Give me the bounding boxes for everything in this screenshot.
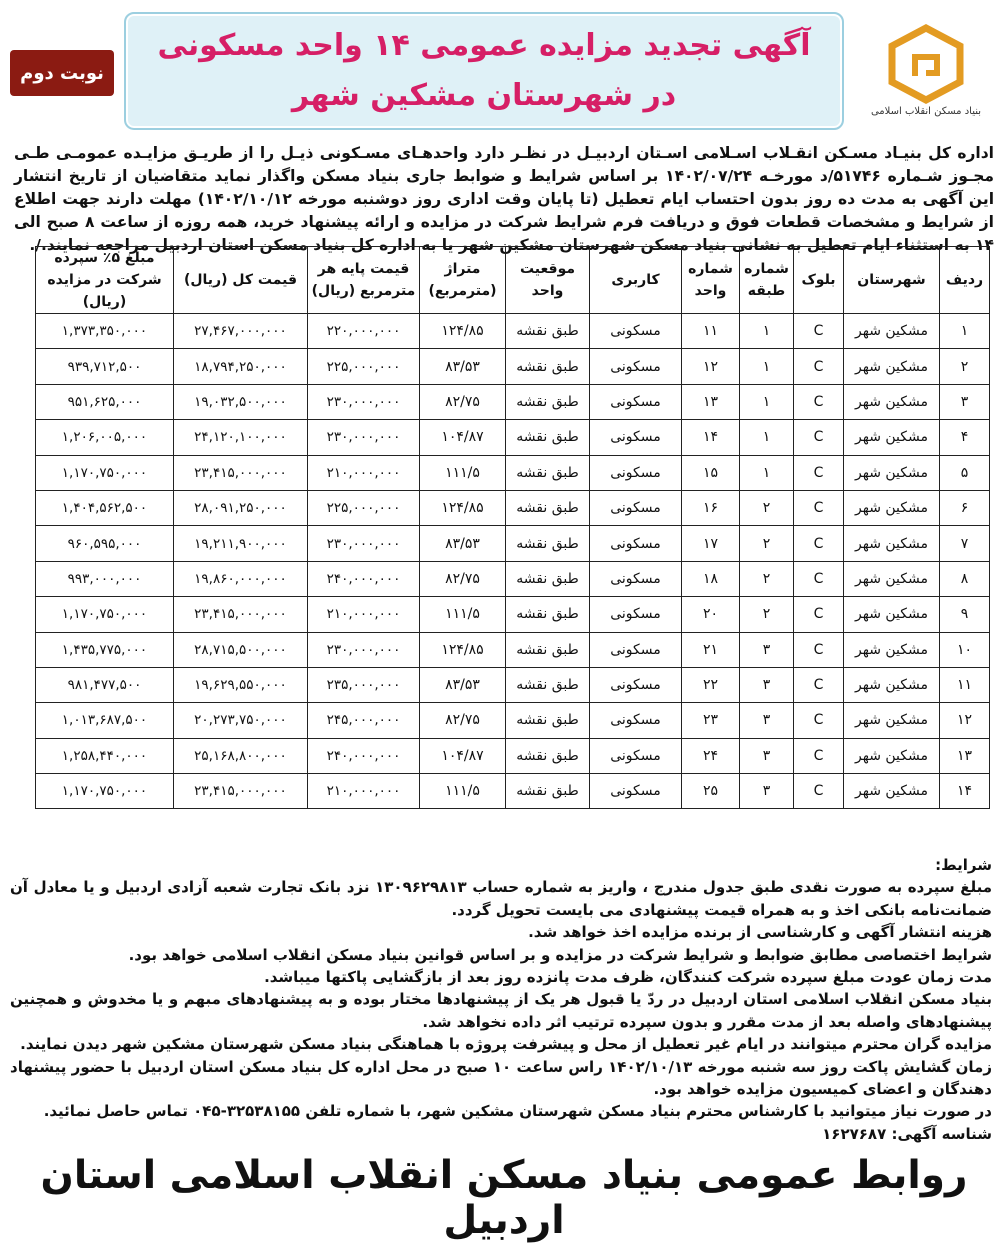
table-cell: ۲۲۵,۰۰۰,۰۰۰ bbox=[308, 490, 420, 525]
table-cell: ۳ bbox=[740, 667, 794, 702]
table-cell: مسکونی bbox=[590, 490, 682, 525]
table-cell: ۸۲/۷۵ bbox=[420, 561, 506, 596]
table-cell: C bbox=[794, 314, 844, 349]
condition-item: شرایط اختصاصی مطابق ضوابط و شرایط شرکت در مزایده و بر اساس قوانین بنیاد مسکن انقلاب اسلامی خواهد بود. bbox=[128, 945, 992, 964]
conditions-heading: شرایط: bbox=[935, 856, 992, 874]
table-cell: ۷ bbox=[940, 526, 990, 561]
table-cell: C bbox=[794, 384, 844, 419]
table-cell: طبق نقشه bbox=[506, 349, 590, 384]
table-cell: ۲ bbox=[740, 597, 794, 632]
column-header: شماره واحد bbox=[682, 247, 740, 314]
footer-signature: روابط عمومی بنیاد مسکن انقلاب اسلامی استان اردبیل bbox=[40, 1153, 968, 1243]
column-header: بلوک bbox=[794, 247, 844, 314]
column-header: ردیف bbox=[940, 247, 990, 314]
table-cell: ۱۶ bbox=[682, 490, 740, 525]
table-cell: ۵ bbox=[940, 455, 990, 490]
table-cell: ۱,۲۵۸,۴۴۰,۰۰۰ bbox=[36, 738, 174, 773]
table-cell: C bbox=[794, 455, 844, 490]
table-cell: ۱۹,۲۱۱,۹۰۰,۰۰۰ bbox=[174, 526, 308, 561]
table-cell: مسکونی bbox=[590, 738, 682, 773]
table-cell: طبق نقشه bbox=[506, 667, 590, 702]
table-cell: ۳ bbox=[940, 384, 990, 419]
column-header: شماره طبقه bbox=[740, 247, 794, 314]
table-cell: مشکین شهر bbox=[844, 632, 940, 667]
table-cell: ۲۱۰,۰۰۰,۰۰۰ bbox=[308, 455, 420, 490]
table-cell: C bbox=[794, 738, 844, 773]
table-cell: ۱,۳۷۳,۳۵۰,۰۰۰ bbox=[36, 314, 174, 349]
table-row bbox=[36, 703, 990, 738]
table-cell: ۸ bbox=[940, 561, 990, 596]
table-cell: ۱,۰۱۳,۶۸۷,۵۰۰ bbox=[36, 703, 174, 738]
table-cell: طبق نقشه bbox=[506, 455, 590, 490]
table-row bbox=[36, 526, 990, 561]
table-cell: ۳ bbox=[740, 774, 794, 809]
table-cell: C bbox=[794, 632, 844, 667]
table-cell: ۲۳ bbox=[682, 703, 740, 738]
table-cell: مشکین شهر bbox=[844, 774, 940, 809]
table-cell: ۳ bbox=[740, 632, 794, 667]
table-cell: طبق نقشه bbox=[506, 632, 590, 667]
table-cell: ۱۵ bbox=[682, 455, 740, 490]
table-cell: ۲۴ bbox=[682, 738, 740, 773]
table-cell: مشکین شهر bbox=[844, 561, 940, 596]
table-cell: ۹۸۱,۴۷۷,۵۰۰ bbox=[36, 667, 174, 702]
table-cell: ۲۳,۴۱۵,۰۰۰,۰۰۰ bbox=[174, 597, 308, 632]
table-cell: ۱۰ bbox=[940, 632, 990, 667]
table-cell: طبق نقشه bbox=[506, 384, 590, 419]
table-cell: C bbox=[794, 774, 844, 809]
table-cell: ۲۳,۴۱۵,۰۰۰,۰۰۰ bbox=[174, 455, 308, 490]
table-cell: ۱۱۱/۵ bbox=[420, 455, 506, 490]
column-header: متراژ (مترمربع) bbox=[420, 247, 506, 314]
table-cell: ۱۴ bbox=[940, 774, 990, 809]
table-cell: ۱۷ bbox=[682, 526, 740, 561]
table-row bbox=[36, 632, 990, 667]
table-cell: ۸۳/۵۳ bbox=[420, 667, 506, 702]
table-cell: ۲۲۰,۰۰۰,۰۰۰ bbox=[308, 314, 420, 349]
table-cell: ۲۸,۷۱۵,۵۰۰,۰۰۰ bbox=[174, 632, 308, 667]
table-cell: مشکین شهر bbox=[844, 526, 940, 561]
table-cell: ۲۳۰,۰۰۰,۰۰۰ bbox=[308, 420, 420, 455]
table-row bbox=[36, 455, 990, 490]
second-round-badge: نوبت دوم bbox=[10, 50, 114, 96]
condition-item: در صورت نیاز میتوانید با کارشناس محترم بنیاد مسکن شهرستان مشکین شهر، با شماره تلفن ۳۲۵۳۸۱۵۵-۰۴۵ تماس حاصل نمائید. bbox=[43, 1102, 992, 1121]
table-cell: C bbox=[794, 667, 844, 702]
table-row bbox=[36, 314, 990, 349]
table-cell: ۱۹,۸۶۰,۰۰۰,۰۰۰ bbox=[174, 561, 308, 596]
table-cell: ۱,۲۰۶,۰۰۵,۰۰۰ bbox=[36, 420, 174, 455]
table-cell: ۸۳/۵۳ bbox=[420, 526, 506, 561]
table-cell: ۱۲۴/۸۵ bbox=[420, 314, 506, 349]
column-header: شهرستان bbox=[844, 247, 940, 314]
table-cell: ۲۳۰,۰۰۰,۰۰۰ bbox=[308, 526, 420, 561]
table-cell: ۱,۴۰۴,۵۶۲,۵۰۰ bbox=[36, 490, 174, 525]
table-cell: ۱ bbox=[940, 314, 990, 349]
table-cell: مشکین شهر bbox=[844, 667, 940, 702]
table-cell: ۲۱۰,۰۰۰,۰۰۰ bbox=[308, 597, 420, 632]
table-cell: مسکونی bbox=[590, 632, 682, 667]
table-cell: ۱۱ bbox=[940, 667, 990, 702]
table-cell: ۸۳/۵۳ bbox=[420, 349, 506, 384]
table-cell: ۲۴۰,۰۰۰,۰۰۰ bbox=[308, 738, 420, 773]
table-cell: C bbox=[794, 526, 844, 561]
table-cell: ۱۱۱/۵ bbox=[420, 597, 506, 632]
table-cell: C bbox=[794, 420, 844, 455]
table-cell: ۱۸,۷۹۴,۲۵۰,۰۰۰ bbox=[174, 349, 308, 384]
table-cell: مسکونی bbox=[590, 455, 682, 490]
table-cell: ۱ bbox=[740, 455, 794, 490]
table-body bbox=[36, 314, 990, 809]
table-cell: ۹۹۳,۰۰۰,۰۰۰ bbox=[36, 561, 174, 596]
column-header: کاربری bbox=[590, 247, 682, 314]
table-cell: مسکونی bbox=[590, 420, 682, 455]
table-cell: مشکین شهر bbox=[844, 384, 940, 419]
title-line-1: آگهی تجدید مزایده عمومی ۱۴ واحد مسکونی bbox=[157, 28, 811, 63]
table-cell: ۹۳۹,۷۱۲,۵۰۰ bbox=[36, 349, 174, 384]
table-cell: ۲۸,۰۹۱,۲۵۰,۰۰۰ bbox=[174, 490, 308, 525]
table-cell: ۴ bbox=[940, 420, 990, 455]
table-cell: ۱۲ bbox=[940, 703, 990, 738]
column-header: موقعیت واحد bbox=[506, 247, 590, 314]
table-cell: C bbox=[794, 561, 844, 596]
table-cell: ۹۵۱,۶۲۵,۰۰۰ bbox=[36, 384, 174, 419]
table-cell: مشکین شهر bbox=[844, 597, 940, 632]
table-cell: طبق نقشه bbox=[506, 774, 590, 809]
table-cell: ۱۸ bbox=[682, 561, 740, 596]
table-cell: ۲۳,۴۱۵,۰۰۰,۰۰۰ bbox=[174, 774, 308, 809]
table-cell: ۱ bbox=[740, 384, 794, 419]
table-cell: ۱,۱۷۰,۷۵۰,۰۰۰ bbox=[36, 597, 174, 632]
table-row bbox=[36, 738, 990, 773]
table-cell: ۱,۴۳۵,۷۷۵,۰۰۰ bbox=[36, 632, 174, 667]
table-cell: طبق نقشه bbox=[506, 597, 590, 632]
table-cell: ۲۷,۴۶۷,۰۰۰,۰۰۰ bbox=[174, 314, 308, 349]
table-cell: طبق نقشه bbox=[506, 526, 590, 561]
table-cell: ۱۳ bbox=[940, 738, 990, 773]
table-cell: ۲۳۰,۰۰۰,۰۰۰ bbox=[308, 632, 420, 667]
table-row bbox=[36, 349, 990, 384]
table-cell: ۱,۱۷۰,۷۵۰,۰۰۰ bbox=[36, 455, 174, 490]
table-cell: مشکین شهر bbox=[844, 455, 940, 490]
table-cell: مسکونی bbox=[590, 667, 682, 702]
condition-item: مدت زمان عودت مبلغ سپرده شرکت کنندگان، ظرف مدت پانزده روز بعد از بازگشایی پاکتها میباشد. bbox=[264, 968, 992, 987]
table-cell: طبق نقشه bbox=[506, 561, 590, 596]
table-cell: ۱۱۱/۵ bbox=[420, 774, 506, 809]
table-cell: طبق نقشه bbox=[506, 490, 590, 525]
condition-item: مبلغ سپرده به صورت نقدی طبق جدول مندرج ، واریز به شماره حساب ۱۳۰۹۶۲۹۸۱۳ نزد بانک تجارت شعبه آزادی اردبیل و یا معادل آن ضمانت‌نامه بانکی اخذ و به همراه قیمت پیشنهادی می بایست تحویل گردد. bbox=[10, 878, 992, 919]
table-row bbox=[36, 774, 990, 809]
table-cell: مشکین شهر bbox=[844, 314, 940, 349]
table-cell: ۲۲۵,۰۰۰,۰۰۰ bbox=[308, 349, 420, 384]
table-cell: ۹ bbox=[940, 597, 990, 632]
column-header: قیمت کل (ریال) bbox=[174, 247, 308, 314]
table-cell: ۱,۱۷۰,۷۵۰,۰۰۰ bbox=[36, 774, 174, 809]
table-cell: ۲۴۵,۰۰۰,۰۰۰ bbox=[308, 703, 420, 738]
table-cell: ۲۲ bbox=[682, 667, 740, 702]
condition-item: زمان گشایش پاکت روز سه شنبه مورخه ۱۴۰۲/۱۰/۱۳ راس ساعت ۱۰ صبح در محل اداره کل بنیاد مسکن استان اردبیل با حضور پیشنهاد دهندگان و اعضای کمیسیون مزایده خواهد بود. bbox=[10, 1057, 992, 1099]
table-cell: ۲۱ bbox=[682, 632, 740, 667]
table-cell: ۱۲۴/۸۵ bbox=[420, 632, 506, 667]
table-cell: ۲۴,۱۲۰,۱۰۰,۰۰۰ bbox=[174, 420, 308, 455]
table-cell: ۲۴۰,۰۰۰,۰۰۰ bbox=[308, 561, 420, 596]
units-table bbox=[35, 246, 990, 809]
table-cell: طبق نقشه bbox=[506, 420, 590, 455]
table-cell: ۲۰ bbox=[682, 597, 740, 632]
table-cell: ۹۶۰,۵۹۵,۰۰۰ bbox=[36, 526, 174, 561]
table-cell: ۱۰۴/۸۷ bbox=[420, 738, 506, 773]
table-cell: ۲ bbox=[940, 349, 990, 384]
table-cell: ۳ bbox=[740, 703, 794, 738]
table-cell: ۱۴ bbox=[682, 420, 740, 455]
table-header-row bbox=[36, 247, 990, 314]
table-row bbox=[36, 490, 990, 525]
table-row bbox=[36, 667, 990, 702]
condition-item: بنیاد مسکن انقلاب اسلامی استان اردبیل در ردّ یا قبول هر یک از پیشنهادها مختار بوده و به پیشنهادهای مبهم و یا مخدوش و همچنین پیشنهادهای واصله بعد از مدت مقرر و بدون سپرده ترتیب اثر داده نخواهد شد. bbox=[10, 990, 992, 1031]
logo-caption: بنیاد مسکن انقلاب اسلامی bbox=[870, 106, 982, 117]
table-cell: ۱۳ bbox=[682, 384, 740, 419]
organization-logo bbox=[866, 24, 986, 134]
table-cell: مسکونی bbox=[590, 561, 682, 596]
table-cell: ۲۵,۱۶۸,۸۰۰,۰۰۰ bbox=[174, 738, 308, 773]
table-cell: ۳ bbox=[740, 738, 794, 773]
housing-foundation-logo-icon bbox=[886, 24, 966, 104]
table-cell: ۲ bbox=[740, 490, 794, 525]
table-cell: ۱۹,۰۳۲,۵۰۰,۰۰۰ bbox=[174, 384, 308, 419]
table-cell: ۱ bbox=[740, 314, 794, 349]
table-cell: ۲ bbox=[740, 561, 794, 596]
table-cell: مشکین شهر bbox=[844, 420, 940, 455]
table-cell: C bbox=[794, 597, 844, 632]
table-cell: C bbox=[794, 349, 844, 384]
table-row bbox=[36, 561, 990, 596]
table-cell: مسکونی bbox=[590, 384, 682, 419]
table-cell: ۲۳۵,۰۰۰,۰۰۰ bbox=[308, 667, 420, 702]
table-cell: ۱۰۴/۸۷ bbox=[420, 420, 506, 455]
table-cell: ۱ bbox=[740, 420, 794, 455]
conditions-section bbox=[10, 854, 992, 1145]
table-cell: ۱۱ bbox=[682, 314, 740, 349]
table-cell: ۲ bbox=[740, 526, 794, 561]
table-cell: مسکونی bbox=[590, 314, 682, 349]
table-row bbox=[36, 420, 990, 455]
table-cell: مشکین شهر bbox=[844, 738, 940, 773]
table-cell: ۲۳۰,۰۰۰,۰۰۰ bbox=[308, 384, 420, 419]
table-cell: مسکونی bbox=[590, 526, 682, 561]
table-cell: طبق نقشه bbox=[506, 314, 590, 349]
table-cell: ۲۵ bbox=[682, 774, 740, 809]
title-line-2: در شهرستان مشکین شهر bbox=[291, 78, 677, 113]
table-cell: ۸۲/۷۵ bbox=[420, 384, 506, 419]
table-cell: مشکین شهر bbox=[844, 703, 940, 738]
table-cell: ۲۱۰,۰۰۰,۰۰۰ bbox=[308, 774, 420, 809]
table-row bbox=[36, 597, 990, 632]
condition-item: هزینه انتشار آگهی و کارشناسی از برنده مزایده اخذ خواهد شد. bbox=[528, 923, 992, 942]
advertisement-page bbox=[6, 6, 1002, 1249]
table-cell: طبق نقشه bbox=[506, 738, 590, 773]
table-cell: ۱۲۴/۸۵ bbox=[420, 490, 506, 525]
table-cell: ۱ bbox=[740, 349, 794, 384]
column-header: قیمت پایه هر مترمربع (ریال) bbox=[308, 247, 420, 314]
table-cell: مسکونی bbox=[590, 597, 682, 632]
table-cell: ۱۹,۶۲۹,۵۵۰,۰۰۰ bbox=[174, 667, 308, 702]
table-cell: مسکونی bbox=[590, 774, 682, 809]
table-cell: ۶ bbox=[940, 490, 990, 525]
table-cell: مشکین شهر bbox=[844, 490, 940, 525]
intro-paragraph: اداره کل بنیـاد مسـکن انقـلاب اسـلامی اسـتان اردبیـل در نظـر دارد واحدهـای مسـکونی ذیـل را از طریـق مزایـده عمومـی طـی مجـوز شـماره ۵۱۷۴۶/د مورخـه ۱۴۰۲/۰۷/۲۴ بر اساس شرایط و ضوابط جاری بنیاد مسکن واگذار نماید متقاضیان از تاریخ انتشار این آگهی به مدت ده روز بدون احتساب ایام تعطیل (تا پایان وقت اداری روز دوشنبه مورخه ۱۴۰۲/۱۰/۱۲) مهلت دارند جهت اطلاع از شرایط و مشخصات قطعات فوق و دریافت فرم شرایط شرکت در مزایده و ارائه پیشنهاد خرید، همه روزه از ساعت ۸ صبح الی ۱۴ به استثناء ایام تعطیل به نشانی بنیاد مسکن شهرستان مشکین شهر یا به اداره کل بنیاد مسکن استان اردبیل مراجعه نمایند./. bbox=[14, 144, 995, 254]
table-cell: ۲۰,۲۷۳,۷۵۰,۰۰۰ bbox=[174, 703, 308, 738]
table-cell: مشکین شهر bbox=[844, 349, 940, 384]
table-cell: طبق نقشه bbox=[506, 703, 590, 738]
table-cell: C bbox=[794, 703, 844, 738]
table-cell: مسکونی bbox=[590, 349, 682, 384]
table-cell: ۱۲ bbox=[682, 349, 740, 384]
table-cell: ۸۲/۷۵ bbox=[420, 703, 506, 738]
condition-item: مزایده گران محترم میتوانند در ایام غیر تعطیل از محل و پیشرفت پروژه با هماهنگی بنیاد مسکن شهرستان مشکین شهر دیدن نمایند. bbox=[20, 1035, 992, 1054]
title-banner bbox=[124, 12, 844, 130]
table-cell: C bbox=[794, 490, 844, 525]
table-row bbox=[36, 384, 990, 419]
column-header: مبلغ ۵٪ سپرده شرکت در مزایده (ریال) bbox=[36, 247, 174, 314]
table-cell: مسکونی bbox=[590, 703, 682, 738]
ad-identifier: شناسه آگهی: ۱۶۲۷۶۸۷ bbox=[822, 1124, 992, 1143]
